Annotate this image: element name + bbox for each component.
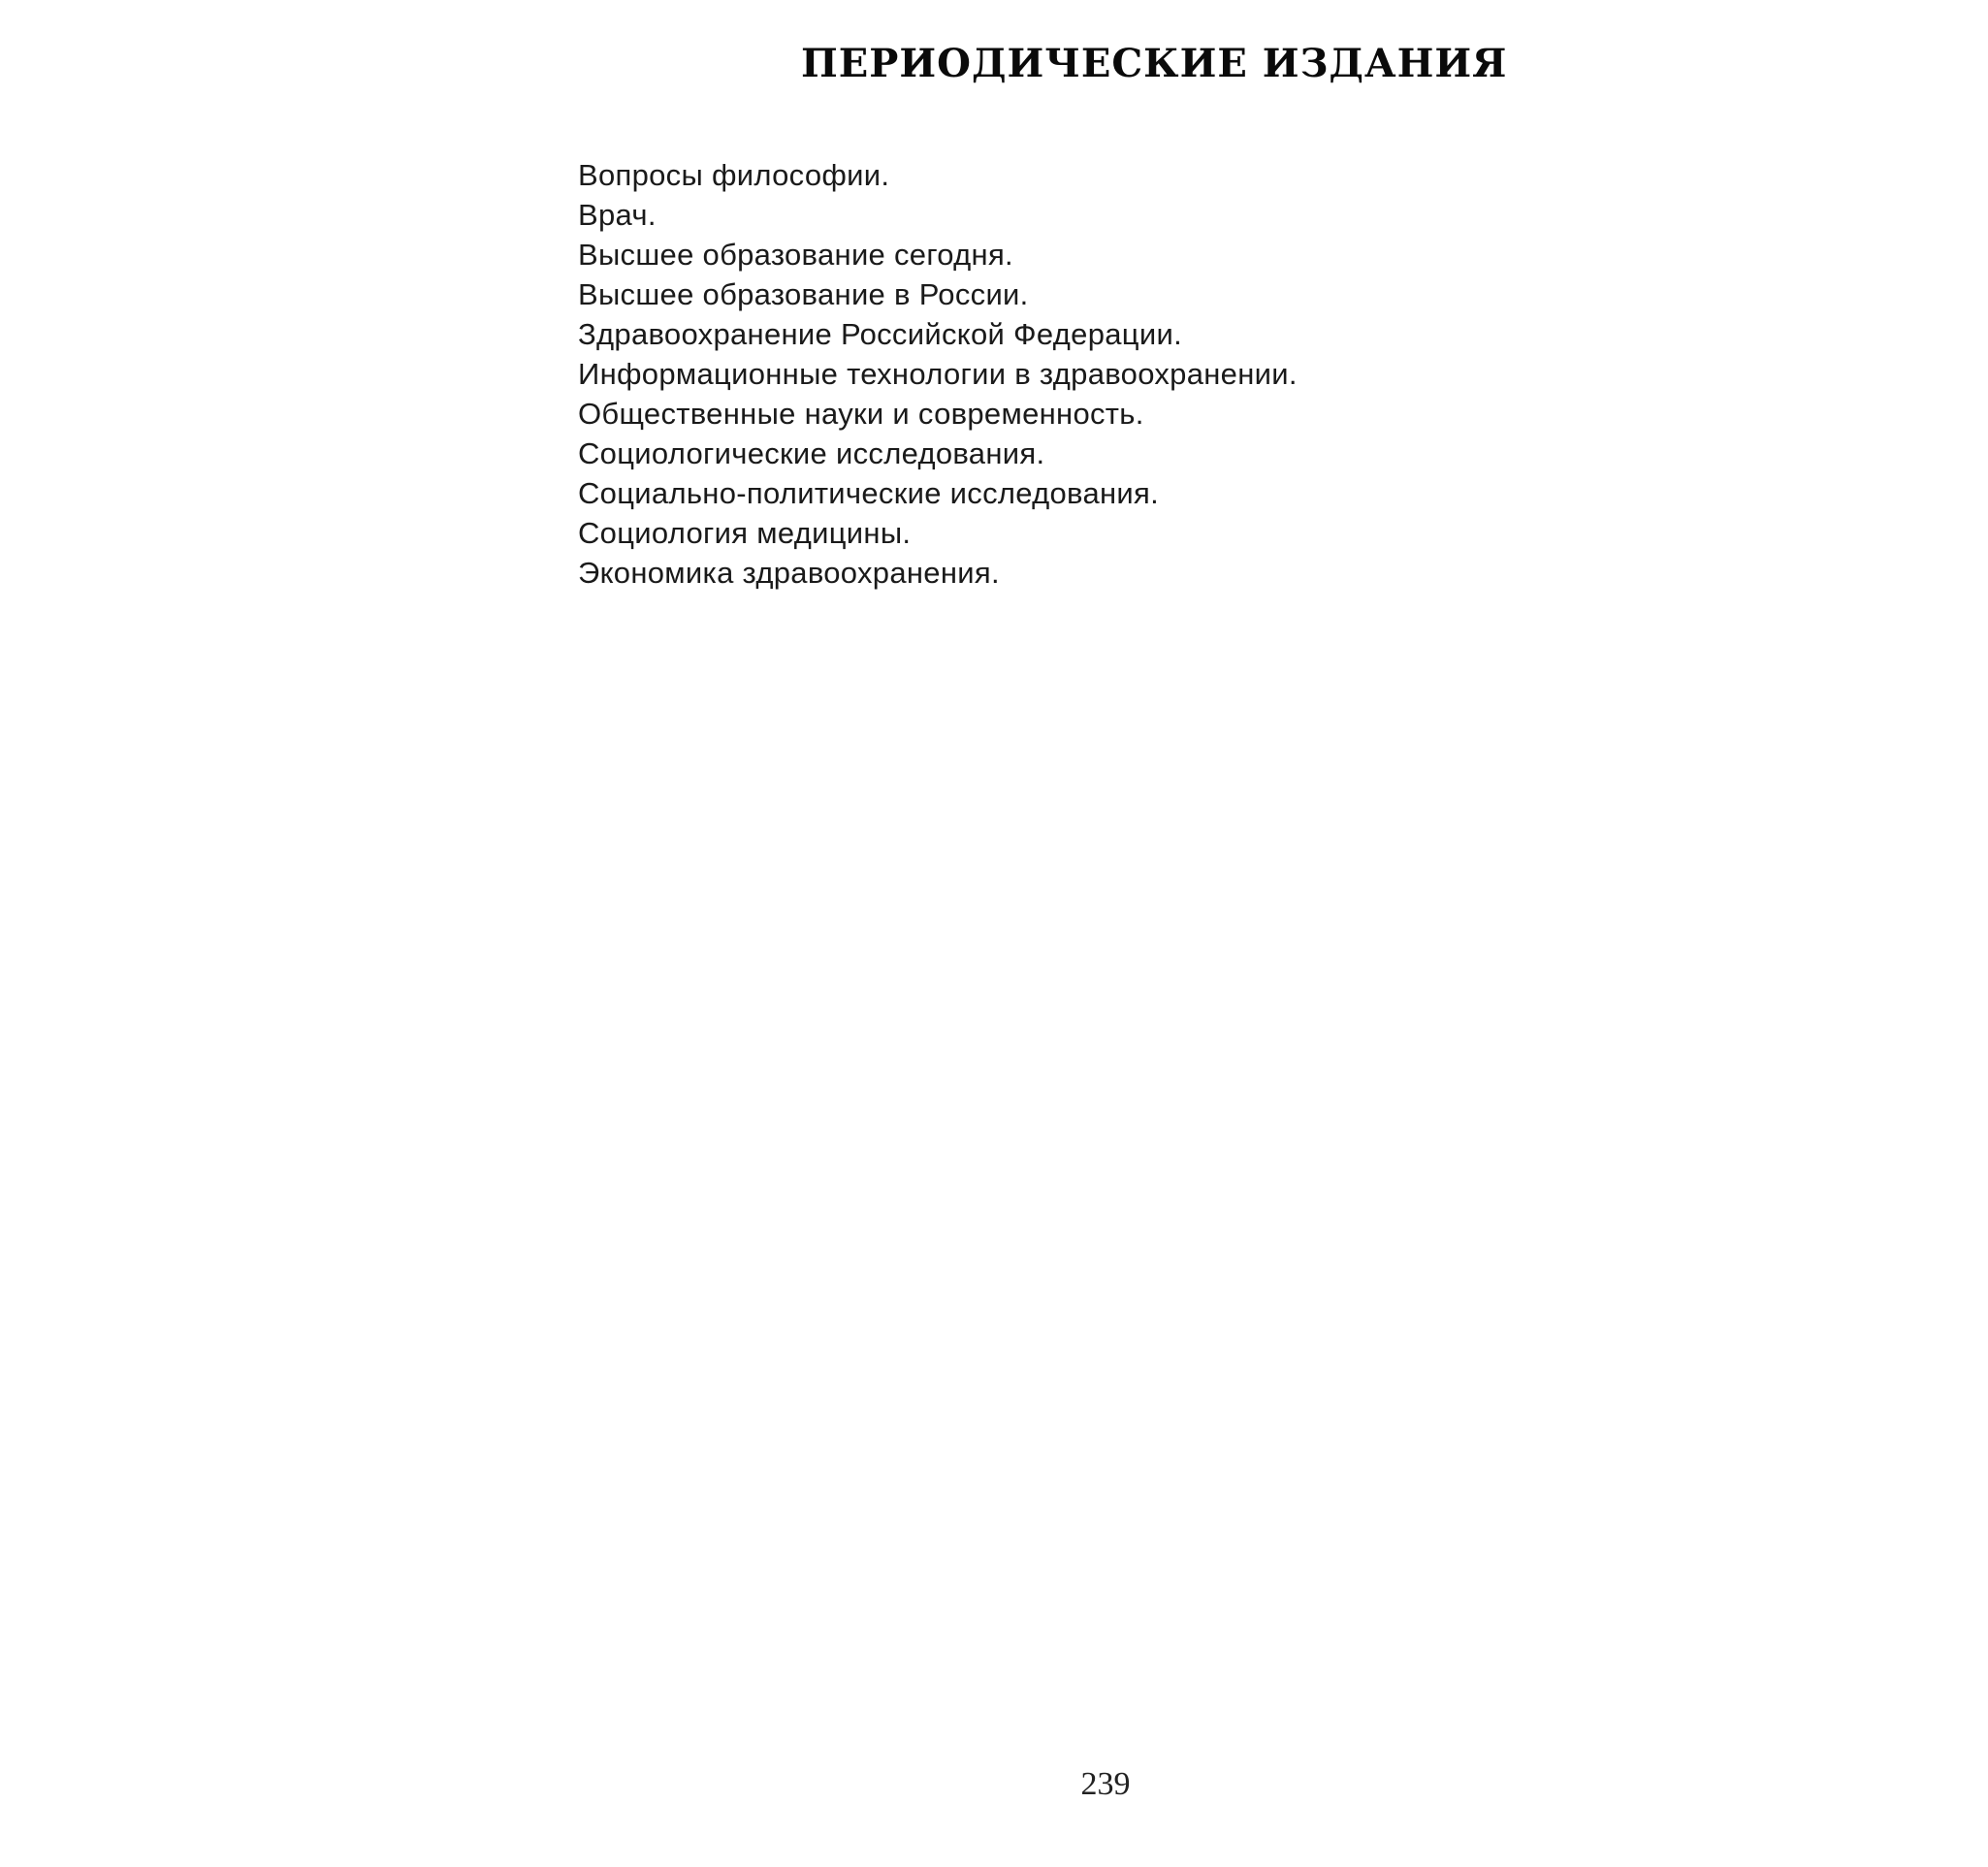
list-item: Высшее образование сегодня. bbox=[578, 238, 1013, 272]
list-item: Врач. bbox=[578, 198, 657, 232]
list-item: Экономика здравоохранения. bbox=[578, 556, 1000, 590]
page-title: ПЕРИОДИЧЕСКИЕ ИЗДАНИЯ bbox=[801, 41, 1508, 86]
list-item: Общественные науки и современность. bbox=[578, 397, 1144, 431]
periodicals-list bbox=[578, 155, 1298, 593]
list-item: Информационные технологии в здравоохранении. bbox=[578, 357, 1298, 391]
page-number: 239 bbox=[1080, 1766, 1131, 1802]
list-item: Социологические исследования. bbox=[578, 436, 1045, 470]
list-item: Здравоохранение Российской Федерации. bbox=[578, 317, 1182, 351]
list-item: Вопросы философии. bbox=[578, 158, 890, 192]
list-item: Социально-политические исследования. bbox=[578, 476, 1160, 510]
list-item: Высшее образование в России. bbox=[578, 277, 1029, 311]
list-item: Социология медицины. bbox=[578, 516, 912, 550]
